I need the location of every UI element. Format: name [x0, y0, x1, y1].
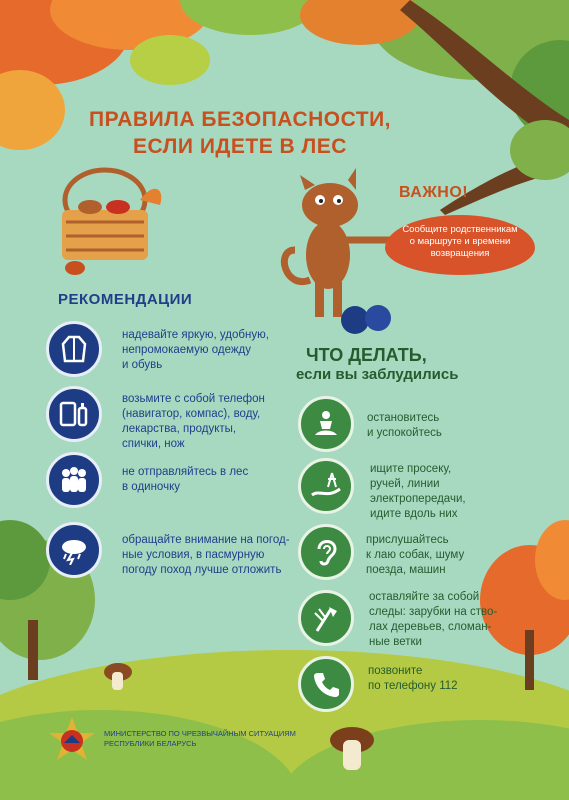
text-line: по телефону 112 [368, 680, 458, 692]
recommendation-text [122, 533, 290, 578]
text-line: и успокойтесь [367, 427, 442, 439]
text-line: и обувь [122, 359, 163, 371]
group-people-icon [46, 452, 102, 508]
page-title [40, 106, 440, 160]
text-line: не отправляйтесь в лес [122, 466, 249, 478]
storm-cloud-icon [46, 522, 102, 578]
recommendation-text [122, 392, 265, 452]
bubble-line: Сообщите родственникам [402, 224, 518, 235]
title-line-2: ЕСЛИ ИДЕТЕ В ЛЕС [133, 135, 347, 158]
text-line: ищите просеку, [370, 463, 452, 475]
power-line-stream-icon [298, 458, 354, 514]
important-bubble [385, 215, 535, 275]
bubble-line: о маршруте и времени [409, 236, 511, 247]
what-to-do-heading [296, 345, 459, 385]
ministry-name [104, 729, 296, 749]
text-line: лах деревьев, сломан- [369, 621, 492, 633]
phone-handset-icon [298, 656, 354, 712]
action-text [368, 664, 458, 694]
bubble-line: возвращения [430, 248, 490, 259]
text-line: следы: зарубки на ство- [369, 606, 498, 618]
action-text [370, 462, 466, 522]
text-line: идите вдоль них [370, 508, 458, 520]
text-line: прислушайтесь [366, 534, 449, 546]
text-line: поезда, машин [366, 564, 446, 576]
phone-bottle-icon [46, 386, 102, 442]
action-text [366, 533, 464, 578]
heading-main: ЧТО ДЕЛАТЬ, [306, 345, 427, 365]
heading-sub: если вы заблудились [296, 366, 459, 383]
recommendation-text [122, 465, 248, 495]
important-label: ВАЖНО! [399, 184, 469, 201]
text-line: обращайте внимание на погод- [122, 534, 290, 546]
raincoat-icon [46, 321, 102, 377]
text-line: ные условия, в пасмурную [122, 549, 265, 561]
ear-icon [298, 524, 354, 580]
text-line: позвоните [368, 665, 423, 677]
text-line: в одиночку [122, 481, 180, 493]
ministry-line: РЕСПУБЛИКИ БЕЛАРУСЬ [104, 739, 197, 748]
recommendations-heading: РЕКОМЕНДАЦИИ [58, 291, 193, 308]
meditating-person-icon [298, 396, 354, 452]
axe-tree-icon [298, 590, 354, 646]
text-line: непромокаемую одежду [122, 344, 252, 356]
text-line: к лаю собак, шуму [366, 549, 465, 561]
text-line: возьмите с собой телефон [122, 393, 265, 405]
text-line: ные ветки [369, 636, 422, 648]
ministry-line: МИНИСТЕРСТВО ПО ЧРЕЗВЫЧАЙНЫМ СИТУАЦИЯМ [104, 729, 296, 738]
text-line: остановитесь [367, 412, 440, 424]
text-line: (навигатор, компас), воду, [122, 408, 261, 420]
action-text [369, 590, 497, 650]
text-line: спички, нож [122, 438, 185, 450]
text-line: ручей, линии [370, 478, 440, 490]
text-line: погоду поход лучше отложить [122, 564, 282, 576]
recommendation-text [122, 328, 269, 373]
text-line: надевайте яркую, удобную, [122, 329, 269, 341]
text-line: лекарства, продукты, [122, 423, 237, 435]
text-line: оставляйте за собой [369, 591, 480, 603]
action-text [367, 411, 442, 441]
title-line-1: ПРАВИЛА БЕЗОПАСНОСТИ, [88, 108, 392, 131]
text-line: электропередачи, [370, 493, 466, 505]
